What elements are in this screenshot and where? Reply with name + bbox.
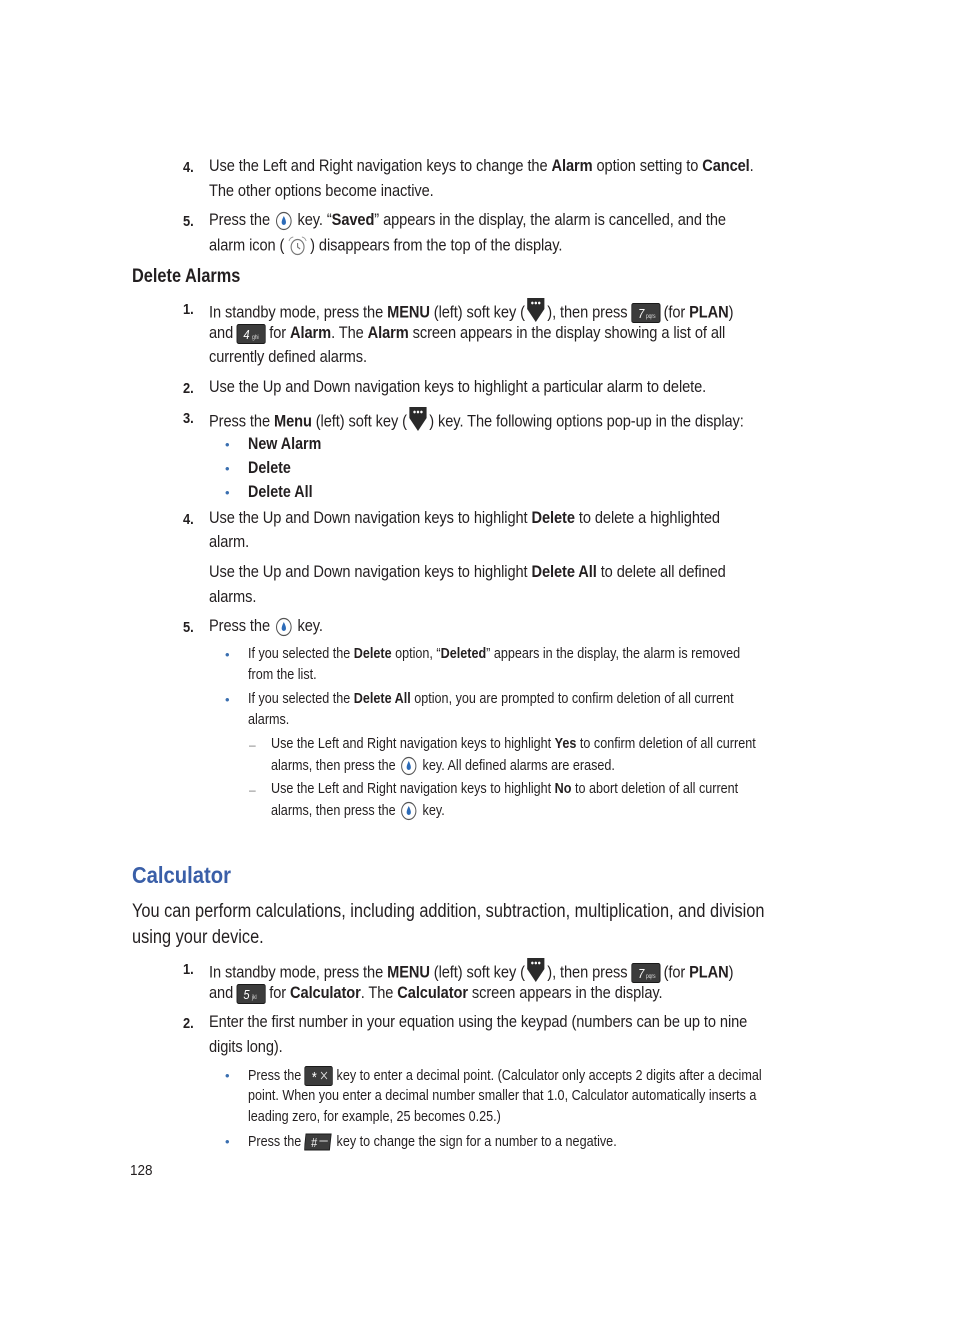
dash-text: Use the Left and Right navigation keys to highlight No to abort deletion of all current: [271, 780, 739, 797]
key-5-letters: jkl: [252, 994, 257, 1001]
page-number: 128: [130, 1162, 153, 1179]
step-number: 1.: [183, 961, 194, 978]
step-text: In standby mode, press the MENU (left) soft key ( ), then press 7 pqrs (for PLAN): [209, 298, 733, 328]
step-text: and 4 ghi for Alarm. The Alarm screen appears in the display showing a list of all: [209, 323, 726, 342]
ok-key-icon: [401, 801, 418, 821]
ok-key-icon: [401, 756, 418, 776]
bullet-text: Press the # key to change the sign for a number to a negative.: [248, 1132, 617, 1151]
dash-marker: –: [249, 783, 256, 797]
ok-key-icon: [275, 211, 292, 231]
step-text: Press the Menu (left) soft key ( ) key. The following options pop-up in the display:: [209, 407, 744, 437]
step-number: 5.: [183, 213, 194, 230]
key-7-letters: pqrs: [645, 313, 656, 321]
bullet-text: point. When you enter a decimal number smaller that 1.0, Calculator automatically inserts a: [248, 1087, 757, 1104]
star-key-icon: [305, 1066, 334, 1086]
option-delete-all: Delete All: [248, 482, 313, 501]
step-text: Use the Up and Down navigation keys to highlight a particular alarm to delete.: [209, 377, 707, 396]
bullet-text: alarms.: [248, 711, 290, 728]
key-7-letters: pqrs: [645, 973, 656, 981]
left-soft-key-icon: [527, 295, 546, 325]
step-text: Press the key.: [209, 616, 323, 635]
bullet-marker: •: [225, 461, 230, 476]
key-7-digit: 7: [637, 306, 644, 322]
bullet-marker: •: [225, 647, 230, 662]
left-soft-key-icon: [409, 404, 428, 434]
bullet-marker: •: [225, 1134, 230, 1149]
key-4-letters: ghi: [252, 334, 259, 341]
hash-key-symbol: #: [311, 1135, 318, 1151]
step-text: Press the key. “Saved” appears in the display, the alarm is cancelled, and the: [209, 210, 726, 229]
bullet-text: If you selected the Delete option, “Deleted” appears in the display, the alarm is removed: [248, 645, 741, 662]
step-text: The other options become inactive.: [209, 181, 434, 200]
step-text: Enter the first number in your equation using the keypad (numbers can be up to nine: [209, 1012, 748, 1031]
step-text: In standby mode, press the MENU (left) soft key ( ), then press 7 pqrs (for PLAN): [209, 958, 733, 988]
ok-key-icon: [275, 617, 292, 637]
step-number: 2.: [183, 1015, 194, 1032]
alarm-clock-icon: [285, 235, 309, 257]
step-text: Use the Up and Down navigation keys to highlight Delete to delete a highlighted: [209, 508, 720, 527]
dash-text: alarms, then press the key. All defined alarms are erased.: [271, 756, 615, 776]
step-number: 1.: [183, 301, 194, 318]
key-7-icon: [631, 963, 660, 983]
bullet-text: If you selected the Delete All option, you are prompted to confirm deletion of all current: [248, 690, 734, 707]
bullet-marker: •: [225, 692, 230, 707]
bullet-marker: •: [225, 485, 230, 500]
left-soft-key-icon: [527, 955, 546, 985]
step-text: and 5 jkl for Calculator. The Calculator screen appears in the display.: [209, 983, 663, 1002]
dash-marker: –: [249, 738, 256, 752]
key-5-icon: [237, 984, 266, 1004]
section-intro: using your device.: [132, 927, 264, 948]
step-text: Use the Up and Down navigation keys to highlight Delete All to delete all defined: [209, 562, 726, 581]
option-new-alarm: New Alarm: [248, 434, 322, 453]
step-number: 3.: [183, 410, 194, 427]
hash-key-icon: [305, 1132, 334, 1152]
step-number: 5.: [183, 619, 194, 636]
step-text: currently defined alarms.: [209, 347, 367, 366]
bullet-text: leading zero, for example, 25 becomes 0.25.): [248, 1108, 501, 1125]
subsection-heading: Delete Alarms: [132, 266, 241, 287]
section-intro: You can perform calculations, including addition, subtraction, multiplication, and division: [132, 901, 765, 922]
bullet-marker: •: [225, 437, 230, 452]
step-text: alarms.: [209, 587, 257, 606]
key-4-icon: [237, 324, 266, 344]
step-text: digits long).: [209, 1037, 283, 1056]
star-key-symbol: *: [312, 1067, 318, 1086]
key-7-icon: [631, 303, 660, 323]
bullet-text: from the list.: [248, 666, 317, 683]
bullet-marker: •: [225, 1068, 230, 1083]
step-text: alarm.: [209, 532, 250, 551]
key-4-digit: 4: [243, 326, 250, 342]
dash-text: Use the Left and Right navigation keys to highlight Yes to confirm deletion of all current: [271, 735, 756, 752]
key-5-digit: 5: [243, 986, 250, 1002]
step-number: 4.: [183, 159, 194, 176]
step-text: Use the Left and Right navigation keys to change the Alarm option setting to Cancel.: [209, 156, 754, 175]
dash-text: alarms, then press the key.: [271, 801, 445, 821]
bullet-text: Press the * key to enter a decimal point. (Calculator only accepts 2 digits after a decimal: [248, 1066, 762, 1086]
step-text: alarm icon ( ) disappears from the top of the display.: [209, 235, 562, 257]
step-number: 2.: [183, 380, 194, 397]
step-number: 4.: [183, 511, 194, 528]
key-7-digit: 7: [637, 966, 644, 982]
option-delete: Delete: [248, 458, 291, 477]
section-heading: Calculator: [132, 862, 231, 888]
